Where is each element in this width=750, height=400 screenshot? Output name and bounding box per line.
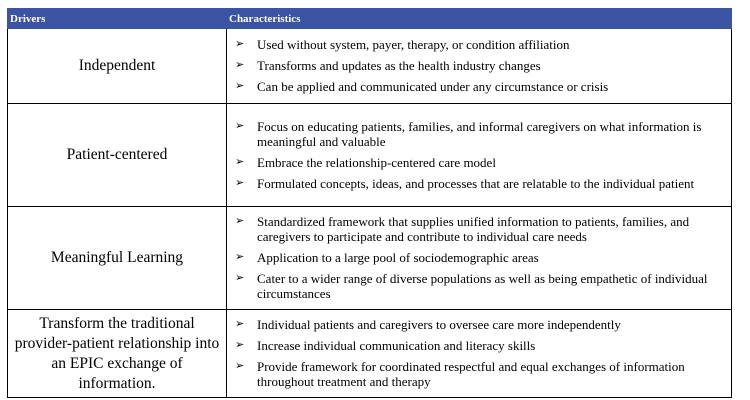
arrowhead-bullet-icon: ➢ <box>235 272 245 284</box>
characteristic-text: Standardized framework that supplies unified information to patients, families, and caregivers to participate and contribute to individual care needs <box>257 214 690 244</box>
driver-cell: Patient-centered <box>8 104 227 207</box>
list-item <box>235 359 725 389</box>
arrowhead-bullet-icon: ➢ <box>235 176 245 189</box>
arrowhead-bullet-icon: ➢ <box>235 318 245 330</box>
characteristics-cell <box>227 29 732 104</box>
arrowhead-bullet-icon: ➢ <box>235 360 245 372</box>
driver-cell: Independent <box>8 29 227 104</box>
list-item <box>235 250 725 265</box>
list-item <box>235 154 725 170</box>
driver-cell: Transform the traditional provider-patient relationship into an EPIC exchange of information. <box>8 310 227 398</box>
characteristics-cell <box>227 310 732 398</box>
arrowhead-bullet-icon: ➢ <box>235 339 245 351</box>
arrowhead-bullet-icon: ➢ <box>235 80 245 92</box>
list-item <box>235 37 725 52</box>
list-item <box>235 79 725 94</box>
characteristics-cell <box>227 207 732 310</box>
characteristics-list <box>235 317 725 389</box>
characteristic-text: Used without system, payer, therapy, or condition affiliation <box>257 37 570 52</box>
arrowhead-bullet-icon: ➢ <box>235 59 245 71</box>
header-row <box>8 9 732 29</box>
list-item <box>235 175 725 191</box>
characteristic-text: Embrace the relationship-centered care model <box>257 154 496 170</box>
list-item <box>235 118 725 149</box>
characteristics-cell <box>227 104 732 207</box>
header-drivers: Drivers <box>8 9 227 29</box>
arrowhead-bullet-icon: ➢ <box>235 119 245 132</box>
characteristics-list <box>235 214 725 301</box>
arrowhead-bullet-icon: ➢ <box>235 251 245 263</box>
characteristic-text: Increase individual communication and literacy skills <box>257 338 536 353</box>
arrowhead-bullet-icon: ➢ <box>235 155 245 168</box>
driver-cell: Meaningful Learning <box>8 207 227 310</box>
drivers-table <box>7 8 732 398</box>
list-item <box>235 58 725 73</box>
characteristic-text: Focus on educating patients, families, and informal caregivers on what information is meaningful and valuable <box>257 118 702 149</box>
list-item <box>235 317 725 332</box>
characteristic-text: Provide framework for coordinated respectful and equal exchanges of information throughout treatment and therapy <box>257 359 685 389</box>
characteristic-text: Formulated concepts, ideas, and processes that are relatable to the individual patient <box>257 175 695 191</box>
characteristic-text: Cater to a wider range of diverse populations as well as being empathetic of individual circumstances <box>257 271 708 301</box>
characteristic-text: Application to a large pool of sociodemographic areas <box>257 250 539 265</box>
arrowhead-bullet-icon: ➢ <box>235 215 245 227</box>
characteristic-text: Transforms and updates as the health industry changes <box>257 58 541 73</box>
table-row <box>8 207 732 310</box>
characteristic-text: Can be applied and communicated under any circumstance or crisis <box>257 79 609 94</box>
list-item <box>235 214 725 244</box>
table-row <box>8 104 732 207</box>
arrowhead-bullet-icon: ➢ <box>235 38 245 50</box>
header-characteristics: Characteristics <box>227 9 732 29</box>
characteristics-list <box>235 118 725 191</box>
list-item <box>235 271 725 301</box>
characteristic-text: Individual patients and caregivers to oversee care more independently <box>257 317 621 332</box>
list-item <box>235 338 725 353</box>
table-row <box>8 29 732 104</box>
table-row <box>8 310 732 398</box>
characteristics-list <box>235 37 725 94</box>
